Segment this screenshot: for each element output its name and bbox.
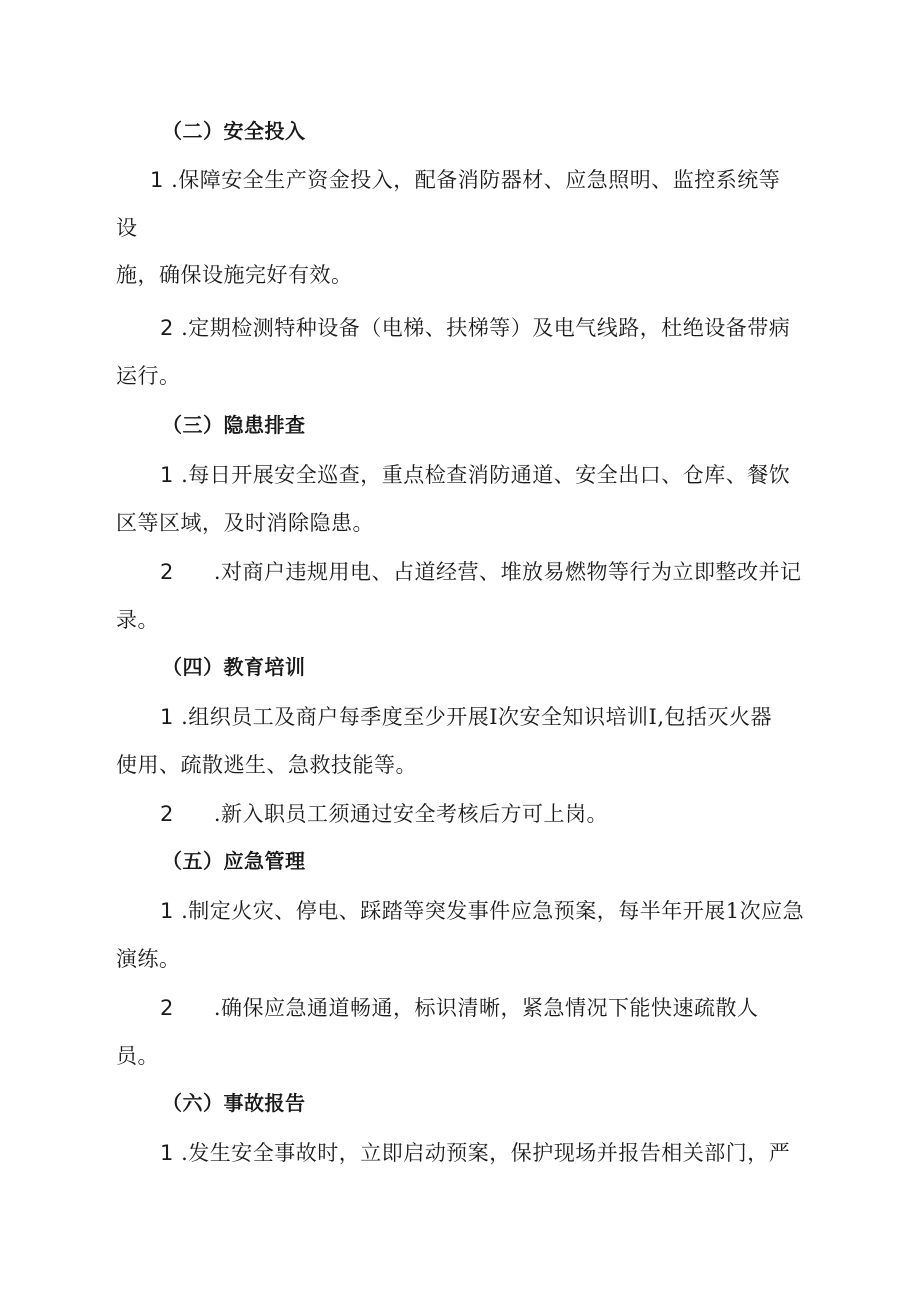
section-heading: （五）应急管理 (162, 849, 306, 873)
item-first-line (160, 799, 608, 829)
item-text: .发生安全事故时，立即启动预案，保护现场并报告相关部门，严 (181, 1141, 791, 1165)
item-text: .确保应急通道畅通，标识清晰，紧急情况下能快速疏散人 (213, 996, 759, 1020)
item-number: 2 (160, 996, 174, 1020)
item-number: 1 (160, 463, 174, 487)
section-heading: （三）隐患排查 (162, 413, 306, 437)
section-heading: （四）教育培训 (162, 655, 306, 679)
item-continuation-line: 录。 (116, 608, 159, 632)
item-first-line (160, 460, 790, 490)
item-first-line (160, 896, 804, 926)
item-continuation-line: 施，确保设施完好有效。 (116, 263, 353, 287)
item-continuation-line: 运行。 (116, 364, 181, 388)
item-first-line (160, 557, 802, 587)
item-number: 1 (150, 168, 164, 192)
item-continuation-line: 设 (116, 216, 138, 240)
item-number: 2 (160, 316, 174, 340)
item-number: 1 (160, 899, 174, 923)
item-continuation-line: 使用、疏散逃生、急救技能等。 (116, 753, 417, 777)
item-text: .对商户违规用电、占道经营、堆放易燃物等行为立即整改并记 (213, 560, 802, 584)
item-first-line (160, 702, 772, 732)
item-first-line (160, 1138, 790, 1168)
section-heading: （六）事故报告 (162, 1091, 306, 1115)
item-continuation-line: 区等区域，及时消除隐患。 (116, 511, 374, 535)
item-text: .每日开展安全巡查，重点检查消防通道、安全出口、仓库、餐饮 (181, 463, 791, 487)
item-number: 1 (160, 705, 174, 729)
item-first-line (160, 993, 759, 1023)
item-text: .制定火灾、停电、踩踏等突发事件应急预案，每半年开展1次应急 (181, 899, 805, 923)
item-first-line (150, 165, 780, 195)
item-text: .组织员工及商户每季度至少开展I次安全知识培训I,包括灭火器 (181, 705, 773, 729)
item-first-line (160, 313, 790, 343)
item-continuation-line: 演练。 (116, 947, 181, 971)
item-number: 1 (160, 1141, 174, 1165)
item-text: .新入职员工须通过安全考核后方可上岗。 (213, 802, 609, 826)
item-number: 2 (160, 560, 174, 584)
item-text: .定期检测特种设备（电梯、扶梯等）及电气线路，杜绝设备带病 (181, 316, 791, 340)
item-continuation-line: 员。 (116, 1044, 159, 1068)
section-heading: （二）安全投入 (162, 119, 306, 143)
item-text: .保障安全生产资金投入，配备消防器材、应急照明、监控系统等 (171, 168, 781, 192)
item-number: 2 (160, 802, 174, 826)
